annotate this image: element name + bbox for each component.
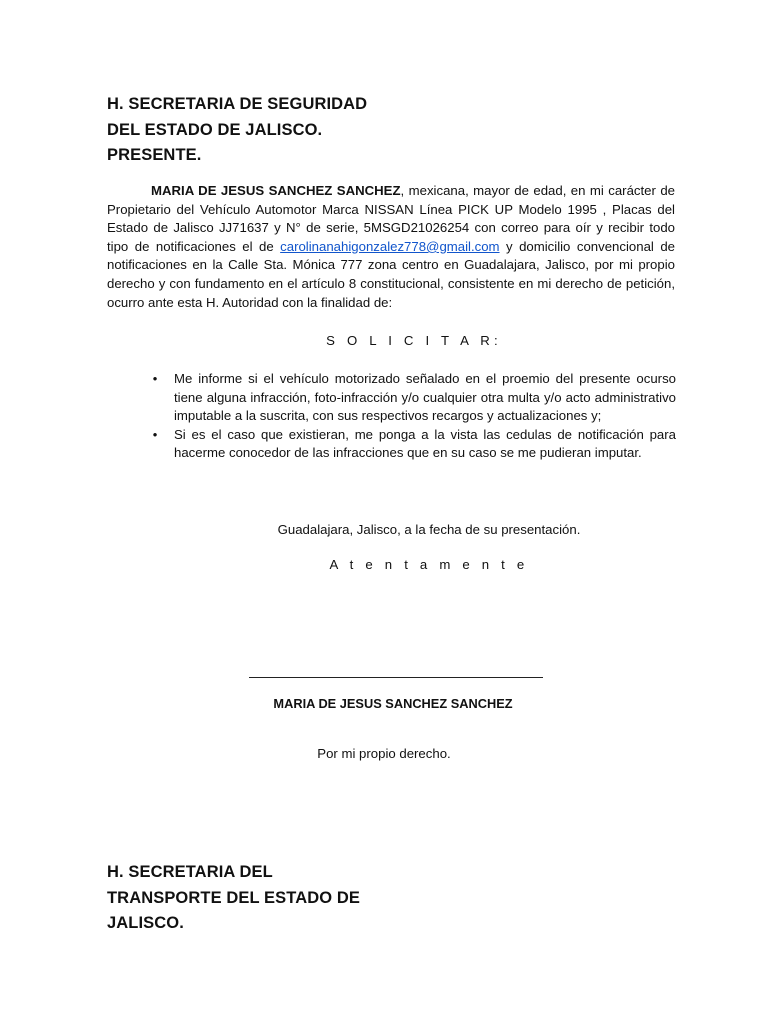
second-addressee-line-3: JALISCO. [107, 914, 184, 932]
bullet-icon: • [152, 426, 158, 442]
bullet-icon: • [152, 371, 158, 386]
request-item [150, 370, 676, 426]
email-link[interactable]: carolinanahigonzalez778@gmail.com [280, 238, 500, 254]
second-addressee-line-1: H. SECRETARIA DEL [107, 863, 273, 881]
second-addressee-line-2: TRANSPORTE DEL ESTADO DE [107, 888, 360, 907]
petitioner-name: MARIA DE JESUS SANCHEZ SANCHEZ [151, 183, 401, 198]
salutation: A t e n t a m e n t e [329, 557, 529, 572]
request-text: Si es el caso que existieran, me ponga a la vista las cedulas de notificación para hacerme conocedor de las infracciones que en su caso se me pudieran imputar. [174, 426, 676, 461]
petition-paragraph [107, 182, 675, 312]
petition-text-before-email: , mexicana, mayor de edad, en mi carácter de Propietario del Vehículo Automotor Marca NISSAN Línea PICK UP Modelo 1995 , Placas del Estado de Jalisco JJ71637 y N° de serie, 5MSGD21026254 con correo para oír y recibir todo tipo de notificaciones el de [107, 183, 675, 254]
requests-list [150, 370, 676, 463]
addressee-line-1: H. SECRETARIA DE SEGURIDAD [107, 95, 368, 113]
addressee-line-3: PRESENTE. [107, 146, 202, 164]
addressee-heading [107, 92, 367, 169]
petition-text-after-email: y domicilio convencional de notificaciones en la Calle Sta. Mónica 777 zona centro en Guadalajara, Jalisco, por mi propio derecho y con fundamento en el artículo 8 constitucional, consistente en mi derecho de petición, ocurro ante esta H. Autoridad con la finalidad de: [107, 238, 675, 310]
second-addressee-heading [107, 860, 360, 937]
solicitar-heading: S O L I C I T A R: [326, 333, 502, 348]
own-right-note: Por mi propio derecho. [317, 746, 451, 761]
signer-name: MARIA DE JESUS SANCHEZ SANCHEZ [273, 696, 513, 711]
signature-line [249, 677, 543, 678]
request-text: Me informe si el vehículo motorizado señalado en el proemio del presente ocurso tiene alguna infracción, foto-infracción y/o cualquier otra multa y/o acto administrativo imputable a la suscrita, con sus respectivos recargos y actualizaciones y; [174, 371, 676, 424]
city-date-line: Guadalajara, Jalisco, a la fecha de su presentación. [277, 522, 581, 537]
request-item [150, 426, 676, 463]
addressee-line-2: DEL ESTADO DE JALISCO. [107, 120, 323, 139]
